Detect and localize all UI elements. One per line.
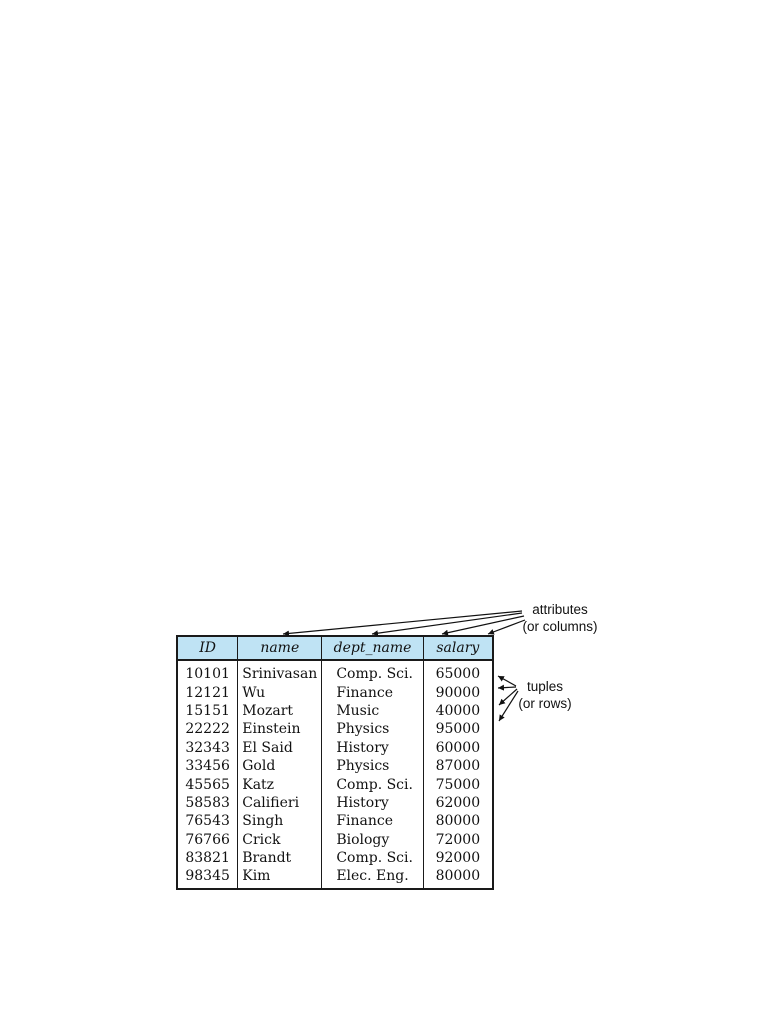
cell-dept-name: Finance (321, 812, 422, 830)
cell-name: Katz (237, 775, 321, 793)
cell-dept-name: Physics (321, 720, 422, 738)
cell-name: Kim (237, 867, 321, 887)
cell-id: 76766 (185, 831, 230, 848)
cell-salary: 90000 (423, 683, 492, 701)
cell-dept-name: Elec. Eng. (321, 867, 422, 887)
cell-id: 45565 (185, 776, 230, 793)
cell-id: 12121 (185, 684, 230, 701)
cell-dept-name: Music (321, 702, 422, 720)
attributes-label: attributes (532, 602, 588, 617)
tuples-label: tuples (526, 679, 564, 694)
cell-id: 58583 (185, 794, 230, 811)
header-salary: salary (423, 637, 492, 661)
attributes-sublabel: (or columns) (522, 619, 598, 634)
cell-name: Mozart (237, 702, 321, 720)
arrow-to-name (283, 611, 522, 634)
cell-salary: 80000 (423, 812, 492, 830)
cell-name: Califieri (237, 794, 321, 812)
cell-dept-name: Finance (321, 683, 422, 701)
cell-name: Brandt (237, 849, 321, 867)
cell-salary: 60000 (423, 739, 492, 757)
cell-id: 10101 (185, 666, 230, 683)
cell-salary: 87000 (423, 757, 492, 775)
cell-id: 15151 (185, 702, 230, 719)
cell-dept-name: Physics (321, 757, 422, 775)
cell-salary: 75000 (423, 775, 492, 793)
cell-dept-name: Comp. Sci. (321, 661, 422, 683)
cell-dept-name: Comp. Sci. (321, 849, 422, 867)
cell-dept-name: Biology (321, 831, 422, 849)
header-id: ID (178, 637, 237, 661)
cell-dept-name: History (321, 794, 422, 812)
arrow-to-row-2 (498, 687, 516, 688)
cell-name: Gold (237, 757, 321, 775)
cell-salary: 80000 (423, 867, 492, 887)
arrow-to-row-4 (499, 691, 518, 721)
cell-name: El Said (237, 739, 321, 757)
cell-id: 22222 (185, 721, 230, 738)
cell-name: Singh (237, 812, 321, 830)
cell-id: 32343 (185, 739, 230, 756)
cell-salary: 95000 (423, 720, 492, 738)
header-name: name (237, 637, 321, 661)
cell-name: Wu (237, 683, 321, 701)
header-dept-name: dept_name (321, 637, 422, 661)
cell-name: Srinivasan (237, 661, 321, 683)
cell-salary: 40000 (423, 702, 492, 720)
cell-salary: 92000 (423, 849, 492, 867)
cell-salary: 65000 (423, 661, 492, 683)
tuples-sublabel: (or rows) (518, 696, 572, 711)
cell-salary: 62000 (423, 794, 492, 812)
cell-id: 76543 (185, 813, 230, 830)
cell-id: 33456 (185, 758, 230, 775)
cell-name: Einstein (237, 720, 321, 738)
cell-id: 83821 (185, 850, 230, 867)
cell-salary: 72000 (423, 831, 492, 849)
cell-id: 98345 (185, 868, 230, 885)
arrow-to-row-1 (498, 676, 516, 686)
cell-dept-name: History (321, 739, 422, 757)
cell-name: Crick (237, 831, 321, 849)
cell-dept-name: Comp. Sci. (321, 775, 422, 793)
